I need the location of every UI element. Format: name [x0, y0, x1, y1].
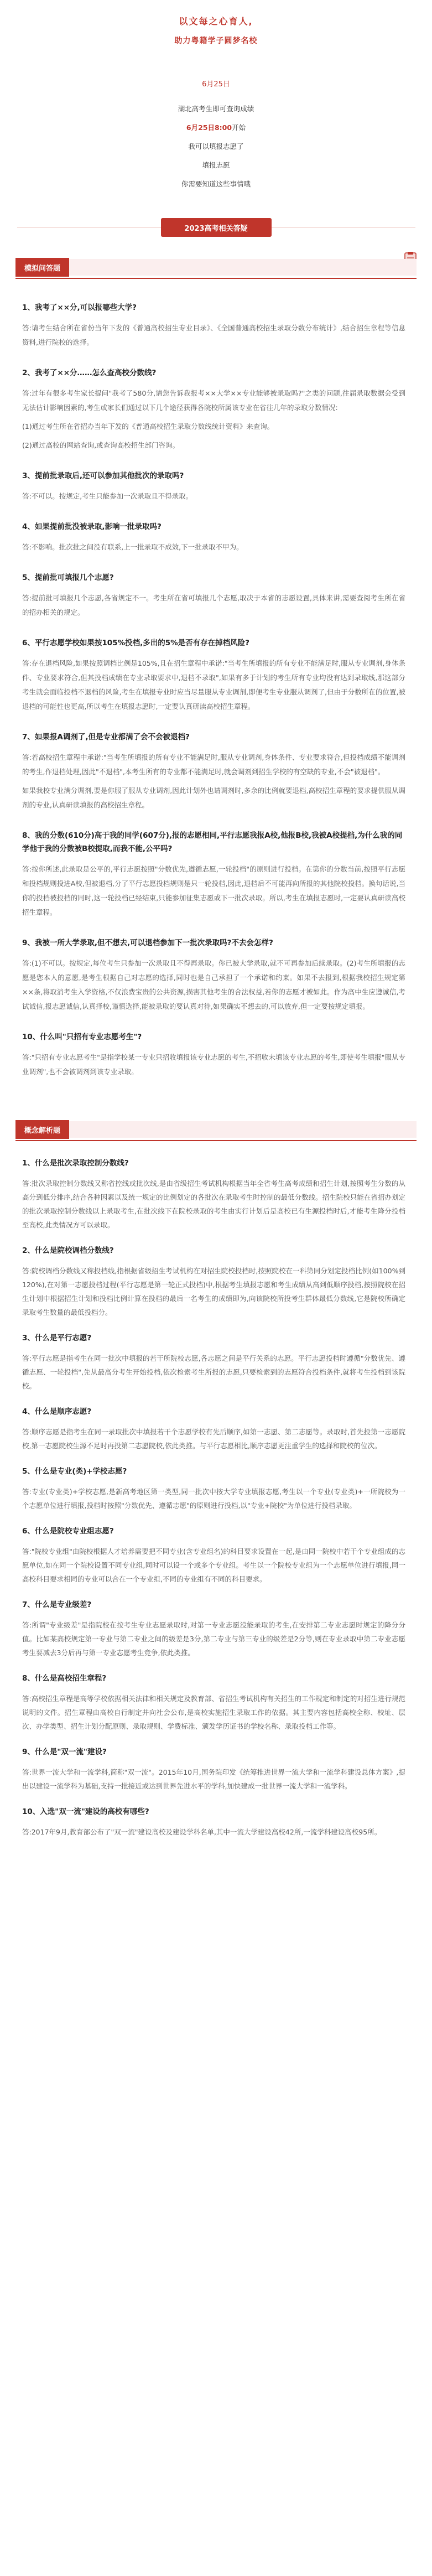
qa-list: [0, 1141, 432, 1839]
banner-label: 模拟问答题: [15, 258, 69, 277]
notice-line: 你需要知道这些事情哦: [181, 180, 251, 188]
question: 3、什么是平行志愿?: [22, 1334, 92, 1343]
notice-line: 湖北高考生即可查询成绩: [178, 105, 254, 113]
answer: 答:"只招有专业志愿考生"是指学校某一专业只招收填报该专业志愿的考生,不招收未填该专业志愿的考生,即使考生填报"服从专业调剂",也不会被调剂到该专业录取。: [22, 1053, 405, 1076]
answer: 答:专业(专业类)+学校志愿,是新高考地区第一类型,同一批次中按大学专业填报志愿,考生以一个专业(专业类)+一所院校为一个志愿单位进行填报,投档时按照"分数优先、遵循志愿"的原则进行投档,以"专业+院校"为单位进行投档录取。: [22, 1487, 405, 1510]
answer: 答:批次录取控制分数线又称省控线或批次线,是由省级招生考试机构根据当年全省考生高考成绩和招生计划,按照考生分数的从高分到低分排序,结合各种因素以及统一规定的比例划定的各批次在录取考生时控制的最低分数线。招生院校只能在省招办划定的批次录取控制分数线以上录取考生,在批次线下在院校录取的考生由实行计划后是高校已有生源投档时后,才能考生降分投档至高校,此类情况方可以录取。: [22, 1179, 405, 1229]
answer: 答:所谓"专业级差"是指院校在按考生专业志愿录取时,对第一专业志愿没能录取的考生,在安排第二专业志愿时规定的降分分值。比如某高校规定第一专业与第二专业之间的级差是3分,第二专业与第三专业的级差是2分等,则在专业录取中第二专业志愿考生要减去3分后再与第一专业志愿考生竞争,依此类推。: [22, 1621, 405, 1657]
question: 10、入选"双一流"建设的高校有哪些?: [22, 1807, 149, 1816]
question: 2、我考了××分……怎么查高校分数线?: [22, 369, 157, 377]
answer: 答:若高校招生章程中承诺:"当考生所填报的所有专业不能满足时,服从专业调剂,身体条件、专业要求符合,但投档成绩不能调剂的考生,作退档处理,因此"不退档",本考生所有的专业都不能满足时,就会调剂到招生学校的有空缺的专业,不会"被退档"。: [22, 753, 405, 776]
answer: 答:请考生结合所在省份当年下发的《普通高校招生专业目录》、《全国普通高校招生录取分数分布统计》,结合招生章程等信息资料,进行院校的选择。: [22, 324, 405, 346]
banner-strip: [65, 259, 417, 276]
question: 2、什么是院校调档分数线?: [22, 1246, 114, 1255]
question: 3、提前批录取后,还可以参加其他批次的录取吗?: [22, 471, 184, 480]
date-label: 6月25日: [202, 80, 230, 89]
question: 4、如果提前批没被录取,影响一批录取吗?: [22, 522, 162, 531]
question: 1、我考了××分,可以报哪些大学?: [22, 303, 137, 312]
answer: 答:2017年9月,教育部公布了"双一流"建设高校及建设学科名单,其中一流大学建设高校42所,一流学科建设高校95所。: [22, 1828, 382, 1836]
section-title: 2023高考相关答疑: [161, 218, 272, 237]
question: 7、如果报A调剂了,但是专业都满了会不会被退档?: [22, 733, 190, 742]
banner-strip: [65, 1121, 417, 1138]
question: 8、我的分数(610分)高于我的同学(607分),报的志愿相同,平行志愿我报A校,他报B校,我被A校提档,为什么我的同学他于我的分数被B校提取,而我不能,公平吗?: [22, 831, 403, 853]
answer: 如果我校专业满分调剂,要是你服了服从专业调剂,因此计划外也请调剂时,多余的比例就要退档,高校招生章程的要求提供服从调剂的专业,认真研读填报的高校招生章程。: [22, 786, 405, 809]
notice-line-time: [0, 118, 432, 137]
question: 5、提前批可填报几个志愿?: [22, 573, 114, 582]
question: 6、平行志愿学校如果按105%投档,多出的5%是否有存在掉档风险?: [22, 639, 249, 647]
question: 9、我被一所大学录取,但不想去,可以退档参加下一批次录取吗?不去会怎样?: [22, 939, 273, 947]
answer: 答:不影响。批次批之间没有联系,上一批录取不成效,下一批录取不甲为。: [22, 543, 243, 551]
category-banner: [15, 1118, 417, 1141]
question: 10、什么叫"只招有专业志愿考生"?: [22, 1033, 142, 1041]
answer: 答:院校调档分数线又称投档线,指根据省级招生考试机构在对招生院校投档时,按照院校在一科第同分划定投档比例(如100%到120%),在对第一志愿投档过程(平行志愿是第一轮正式投档)中,根据考生填报志愿和考生成绩从高到低顺序投档,按照院校在招生计划中根据招生计划和投档比例计算在投档的最后一名考生的成绩即为,向该院校所投考生群体最低分数线,它是院校所确定录取考生数量的最低投档分。: [22, 1267, 405, 1316]
section-simulated-qa: [0, 256, 432, 1079]
answer: 答:"院校专业组"由院校根据人才培养需要把不同专业(含专业组名)的科目要求设置在一起,是由同一院校中若干个专业组成的志愿单位,如在同一个院校设置不同专业组,同时可以设一个或多个专业组。考生以一个院校专业组为一个志愿单位进行填报,同一高校科目要求相同的专业可以合在一个专业组,不同的专业组有不同的科目要求。: [22, 1547, 405, 1583]
answer: 答:提前批可填报几个志愿,各省规定不一。考生所在省可填报几个志愿,取决于本省的志愿设置,具体来讲,需要查阅考生所在省的招办相关的规定。: [22, 594, 405, 616]
slogan-line-2: 助力粤籍学子圆梦名校: [174, 37, 258, 45]
banner-label: 概念解析题: [15, 1120, 69, 1139]
question: 6、什么是院校专业组志愿?: [22, 1527, 114, 1536]
qa-list: [0, 279, 432, 1079]
answer: 答:平行志愿是指考生在同一批次中填报的若干所院校志愿,各志愿之间是平行关系的志愿。平行志愿投档时遵循"分数优先、遵循志愿、一轮投档",先从最高分考生开始投档,依次检索考生所报的志愿,只要检索到的志愿符合投档条件,就将考生投档到该院校。: [22, 1354, 405, 1390]
answer: 答:(1)不可以。按规定,每位考生只参加一次录取且不得再录取。你已被大学录取,就不可再参加后续录取。(2)考生所填报的志愿是您本人的意愿,是考生根据自己对志愿的选择,同时也是自己承担了一个承诺和约束。如果不去报到,根据我校招生规定第××条,将取消考生入学资格,不仅浪费宝贵的公共资源,损害其他考生的合法权益,若你的志愿才被如此。作为高中生应遵诚信,考试诚信,报志愿诚信,认真择校,谨慎选择,能被录取的要认真对待,如果确实不想去的,可以放弃,但一定要按规定填报。: [22, 959, 405, 1010]
notice-line: 我可以填报志愿了: [188, 142, 244, 151]
question: 7、什么是专业级差?: [22, 1600, 92, 1609]
notice-time: 6月25日8:00: [186, 123, 232, 132]
answer: (2)通过高校的网站查询,或查询高校招生部门咨询。: [22, 441, 180, 449]
question: 4、什么是顺序志愿?: [22, 1407, 92, 1416]
section-title-wrap: [0, 218, 432, 237]
article-header: [0, 0, 432, 237]
question: 8、什么是高校招生章程?: [22, 1674, 107, 1683]
notice-block: [0, 100, 432, 194]
notice-time-suffix: 开始: [232, 123, 246, 132]
question: 5、什么是专业(类)+学校志愿?: [22, 1467, 127, 1476]
answer: 答:存在退档风险,如果按照调档比例是105%,且在招生章程中承诺:"当考生所填报的所有专业不能满足时,服从专业调剂,身体条件、专业要求符合,但其投档成绩在专业录取要求中,退档不录取",如果有多于计划的考生所有专业均没有达到录取线,那这部分考生就会面临投档不退档的风险,考生在填报专业时应当尽量服从专业调剂,即便考生专业服从调剂了,但由于分数所在的位置,被退档的可能性也更高,所以考生在填报志愿时,一定要认真研读高校招生章程。: [22, 659, 405, 711]
answer: (1)通过考生所在省招办当年下发的《普通高校招生录取分数线统计资料》来查询。: [22, 422, 274, 431]
notice-line: 填报志愿: [202, 161, 230, 169]
answer: 答:高校招生章程是高等学校依据相关法律和相关规定及教育部、省招生考试机构有关招生的工作规定和制定的对招生进行规范说明的文件。招生章程由高校自行制定并向社会公布,是高校实施招生录取工作的依据。其主要内容包括高校全称、校址、层次、办学类型、招生计划分配原则、录取规则、学费标准、颁发学历证书的学校名称、录取投档工作等。: [22, 1694, 405, 1730]
answer: 答:世界一流大学和一流学科,简称"双一流"。2015年10月,国务院印发《统筹推进世界一流大学和一流学科建设总体方案》,提出以建设一流学科为基础,支持一批接近或达到世界先进水平的学科,加快建成一批世界一流大学和一流学科。: [22, 1768, 405, 1790]
section-concept-analysis: [0, 1118, 432, 1839]
answer: 答:过年有很多考生家长提问"我考了580分,请您告诉我报考××大学××专业能够被录取吗?"之类的问题,往届录取数据会受到无法估计影响因素的,考生或家长们通过以下几个途径获得各院校所属该专业在省往几年的录取分数情况:: [22, 389, 405, 412]
slogan-line-1: 以文每之心育人,: [179, 16, 253, 27]
answer: 答:顺序志愿是指考生在同一录取批次中填报若干个志愿学校有先后顺序,如第一志愿、第二志愿等。录取时,首先投第一志愿院校,第一志愿院校生源不足时再投第二志愿院校,依此类推。与平行志愿相比,顺序志愿更注重学生的选择和院校的位次。: [22, 1428, 405, 1450]
answer: 答:不可以。按规定,考生只能参加一次录取且不得录取。: [22, 492, 193, 500]
question: 1、什么是批次录取控制分数线?: [22, 1159, 129, 1168]
answer: 答:按你所述,此录取是公平的,平行志愿按照"分数优先,遵循志愿,一轮投档"的原则进行投档。在第你的分数当前,按照平行志愿和投档规则投进A校,但被退档,分了平行志愿投档规则是只一轮投档,因此,退档后不可能再向所报的其他院校投档。换句话说,当你的投档被投档的同时,这一轮投档已经结束,只能参加征集志愿或下一批次录取。所以,考生在填报志愿时,一定要认真研读高校招生章程。: [22, 865, 405, 916]
category-banner: [15, 256, 417, 279]
question: 9、什么是"双一流"建设?: [22, 1748, 107, 1756]
